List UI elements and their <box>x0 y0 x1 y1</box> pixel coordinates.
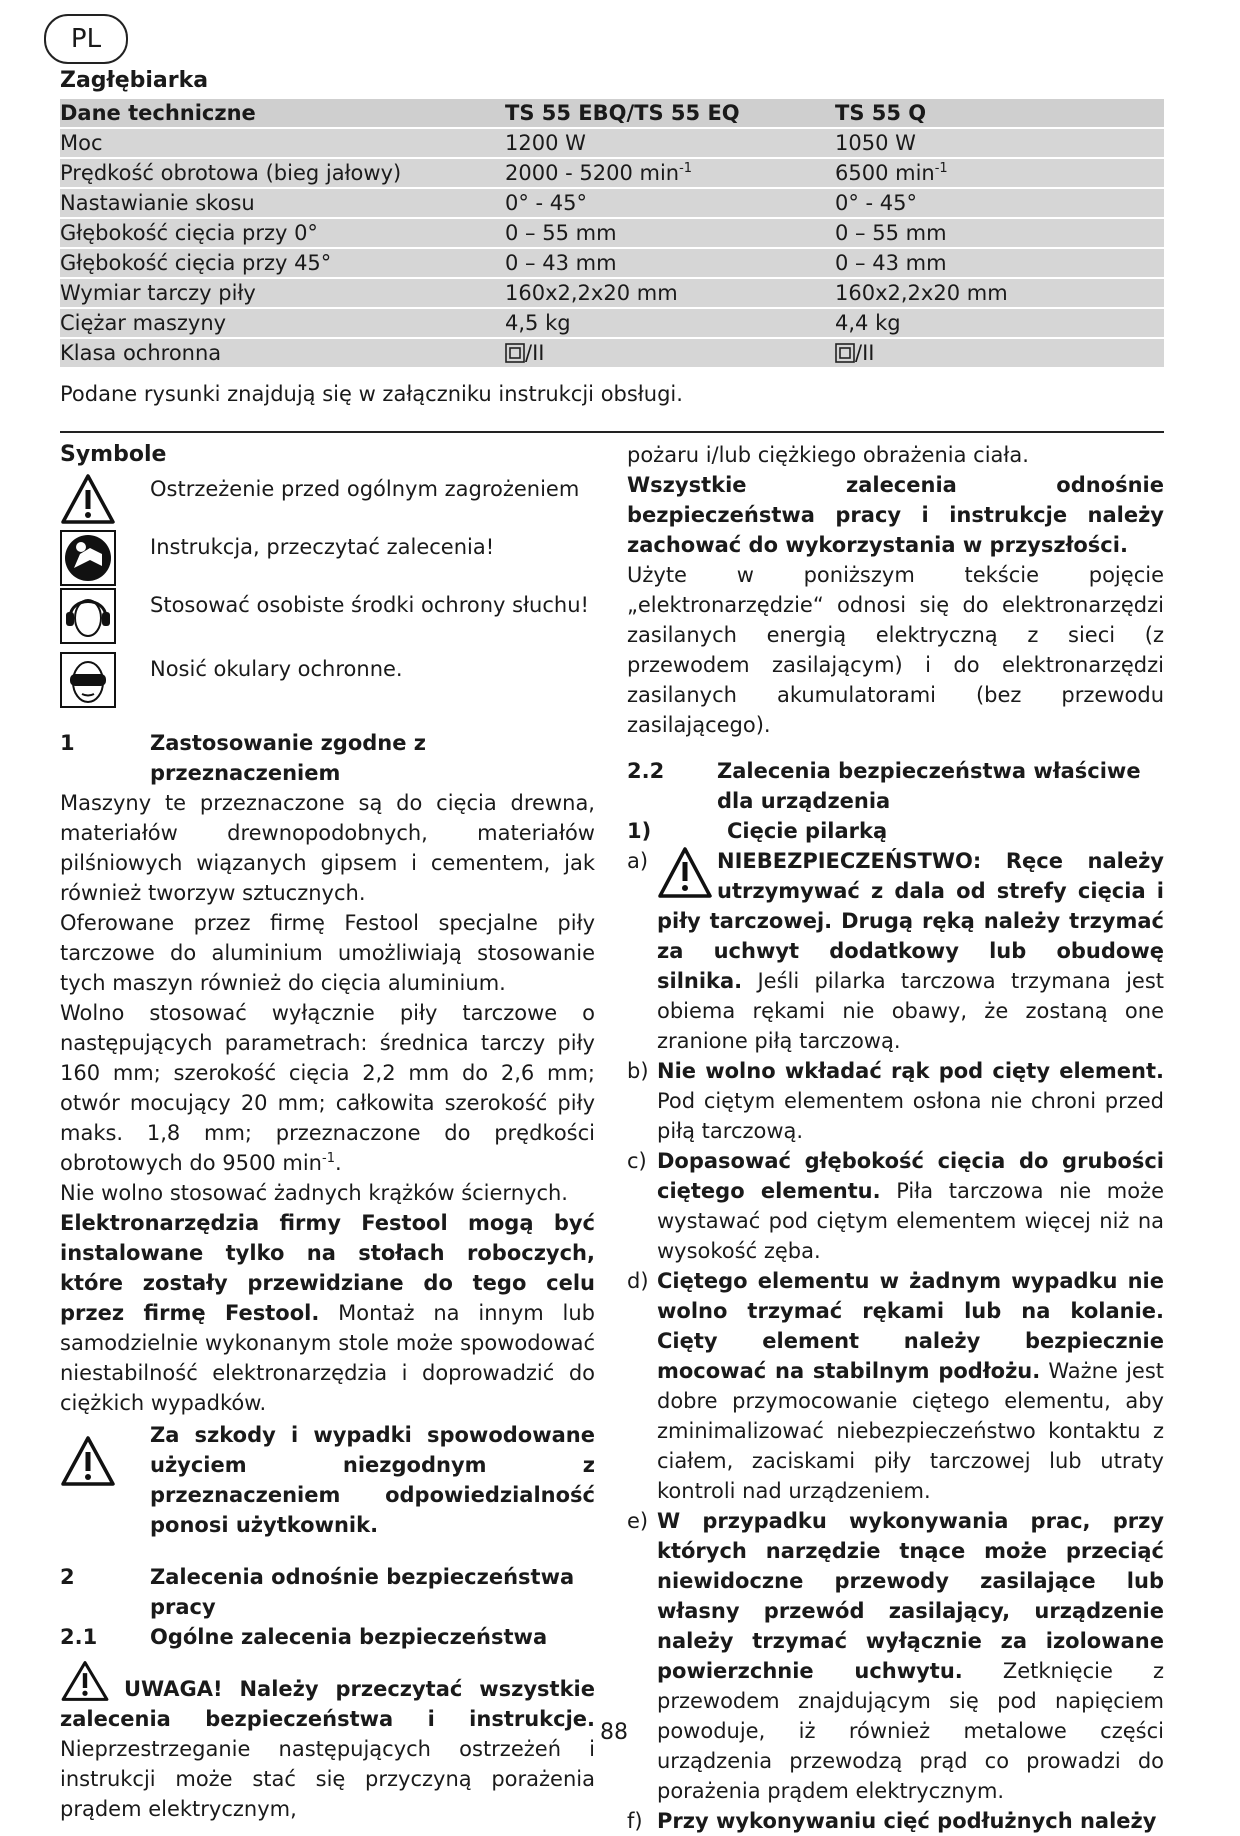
spec-table <box>60 99 1164 369</box>
spec-value: 0° - 45° <box>835 191 918 215</box>
spec-label: Klasa ochronna <box>60 341 222 365</box>
paragraph: Użyte w poniższym tekście pojęcie „elektronarzędzie“ odnosi się do elektronarzędzi zasilanych energią elektryczną z sieci (z przewodem zasilającym) i do elektronarzędzi zasilanych akumulatorami (bez przewodu zasilającego). <box>627 563 1164 737</box>
section-2-2-heading: 2.2 Zalecenia bezpieczeństwa właściwe dla urządzenia <box>627 759 1141 813</box>
paragraph: Wszystkie zalecenia odnośnie bezpieczeństwa pracy i instrukcje należy zachować do wykorzystania w przyszłości. <box>627 473 1164 557</box>
general-warning: UWAGA! Należy przeczytać wszystkie zalecenia bezpieczeństwa i instrukcje. Nieprzestrzeganie następujących ostrzeżeń i instrukcji może stać się przyczyną porażenia prądem elektrycznym, <box>60 1660 595 1824</box>
subsection-1-heading: 1) Cięcie pilarką <box>627 819 888 843</box>
warning-icon <box>60 472 116 528</box>
symbol-text: Stosować osobiste środki ochrony słuchu! <box>150 593 589 617</box>
list-item-e: e) W przypadku wykonywania prac, przy których narzędzie tnące może przeciąć niewidoczne przewody zasilające lub własny przewód zasilający, urządzenie należy trzymać wyłącznie za izolowane powierzchnie uchwytu. Zetknięcie z przewodem znajdującym się pod napięciem powoduje, iż również metalowe części urządzenia przewodzą prąd co prowadzi do porażenia prądem elektrycznym. <box>627 1509 1164 1803</box>
protection-class-icon <box>835 343 855 363</box>
language-badge: PL <box>44 14 128 64</box>
symbol-text: Ostrzeżenie przed ogólnym zagrożeniem <box>150 477 580 501</box>
paragraph: Oferowane przez firmę Festool specjalne piły tarczowe do aluminium umożliwiają stosowanie tych maszyn również do cięcia aluminium. <box>60 911 595 995</box>
spec-row <box>60 129 1164 157</box>
spec-header-label: Dane techniczne <box>60 101 256 125</box>
spec-row <box>60 249 1164 277</box>
read-manual-icon <box>60 530 116 586</box>
spec-value: 0 – 43 mm <box>835 251 947 275</box>
goggles-icon <box>60 652 116 708</box>
spec-value: 0° - 45° <box>505 191 588 215</box>
spec-value: 0 – 55 mm <box>835 221 947 245</box>
spec-label: Prędkość obrotowa (bieg jałowy) <box>60 161 402 185</box>
spec-value: /II <box>505 339 835 367</box>
spec-value: 1050 W <box>835 131 916 155</box>
spec-row <box>60 189 1164 217</box>
section-2-1-heading: 2.1 Ogólne zalecenia bezpieczeństwa <box>60 1625 548 1649</box>
spec-value: /II <box>835 339 1164 367</box>
symbol-row <box>60 528 595 586</box>
spec-row <box>60 279 1164 307</box>
liability-warning-text: Za szkody i wypadki spowodowane użyciem niezgodnym z przeznaczeniem odpowiedzialność ponosi użytkownik. <box>150 1423 595 1537</box>
section-title: Zagłębiarka <box>60 68 209 93</box>
symbol-row <box>60 586 595 650</box>
spec-header-model-2: TS 55 Q <box>835 101 927 125</box>
spec-label: Głębokość cięcia przy 45° <box>60 251 332 275</box>
warning-icon <box>657 846 713 900</box>
attachments-note: Podane rysunki znajdują się w załączniku instrukcji obsługi. <box>60 382 683 406</box>
page-number: 88 <box>600 1720 628 1745</box>
spec-value: 160x2,2x20 mm <box>505 281 678 305</box>
symbols-heading: Symbole <box>60 442 167 467</box>
spec-value: 4,4 kg <box>835 311 901 335</box>
warning-icon <box>60 1434 116 1490</box>
paragraph: pożaru i/lub ciężkiego obrażenia ciała. <box>627 443 1029 467</box>
list-item-b: b) Nie wolno wkładać rąk pod cięty element. Pod ciętym elementem osłona nie chroni przed piłą tarczową. <box>627 1059 1164 1143</box>
left-column <box>60 440 595 1824</box>
divider <box>60 431 1164 433</box>
ear-protection-icon <box>60 588 116 644</box>
symbol-text: Nosić okulary ochronne. <box>150 657 403 681</box>
spec-value: 160x2,2x20 mm <box>835 281 1008 305</box>
list-item-a: a) NIEBEZPIECZEŃSTWO: Ręce należy utrzymywać z dala od strefy cięcia i piły tarczowej. Drugą ręką należy trzymać za uchwyt dodatkowy lub obudowę silnika. Jeśli pilarka tarczowa trzymana jest obiema rękami nie obawy, że zostaną one zranione piłą tarczową. <box>627 846 1164 1056</box>
spec-header-row <box>60 99 1164 127</box>
spec-value: 1200 W <box>505 131 586 155</box>
spec-label: Ciężar maszyny <box>60 311 227 335</box>
symbol-text: Instrukcja, przeczytać zalecenia! <box>150 535 495 559</box>
paragraph: Maszyny te przeznaczone są do cięcia drewna, materiałów drewnopodobnych, materiałów pilśniowych wiązanych gipsem i cementem, jak również tworzyw sztucznych. <box>60 791 595 905</box>
spec-value: 0 – 55 mm <box>505 221 617 245</box>
right-column <box>627 440 1164 1836</box>
section-1-heading: 1 Zastosowanie zgodne z przeznaczeniem <box>60 731 427 785</box>
paragraph: Nie wolno stosować żadnych krążków ściernych. <box>60 1181 568 1205</box>
spec-row <box>60 159 1164 187</box>
spec-label: Moc <box>60 131 103 155</box>
warning-icon <box>60 1660 110 1702</box>
paragraph: Elektronarzędzia firmy Festool mogą być instalowane tylko na stołach roboczych, które zostały przewidziane do tego celu przez firmę Festool. Montaż na innym lub samodzielnie wykonanym stole może spowodować niestabilność elektronarzędzia i doprowadzić do ciężkich wypadków. <box>60 1211 595 1415</box>
spec-label: Nastawianie skosu <box>60 191 255 215</box>
spec-label: Głębokość cięcia przy 0° <box>60 221 318 245</box>
spec-value: 2000 - 5200 $\min^{-1}$ <box>505 161 693 185</box>
section-2-heading: 2 Zalecenia odnośnie bezpieczeństwa pracy <box>60 1565 575 1619</box>
symbol-row <box>60 650 595 712</box>
spec-label: Wymiar tarczy piły <box>60 281 256 305</box>
protection-class-icon <box>505 343 525 363</box>
paragraph: Wolno stosować wyłącznie piły tarczowe o następujących parametrach: średnica tarczy piły 160 mm; szerokość cięcia 2,2 mm do 2,6 mm; otwór mocujący 20 mm; całkowita szerokość piły maks. 1,8 mm; przeznaczone do prędkości obrotowych do 9500 $\min^{-1}$. <box>60 1001 595 1175</box>
symbol-row <box>60 470 595 528</box>
spec-row <box>60 219 1164 247</box>
list-item-f: f) Przy wykonywaniu cięć podłużnych należy <box>627 1809 1157 1833</box>
spec-row <box>60 309 1164 337</box>
list-item-d: d) Ciętego elementu w żadnym wypadku nie wolno trzymać rękami lub na kolanie. Cięty element należy bezpiecznie mocować na stabilnym podłożu. Ważne jest dobre przymocowanie ciętego elementu, aby zminimalizować niebezpieczeństwo kontaktu z ciałem, zaciskami piły tarczowej lub utraty kontroli nad urządzeniem. <box>627 1269 1164 1503</box>
list-item-c: c) Dopasować głębokość cięcia do grubości ciętego elementu. Piła tarczowa nie może wystawać pod ciętym elementem więcej niż na wysokość zęba. <box>627 1149 1164 1263</box>
spec-value: 6500 $\min^{-1}$ <box>835 161 948 185</box>
liability-warning <box>60 1420 595 1540</box>
spec-row <box>60 339 1164 367</box>
spec-header-model-1: TS 55 EBQ/TS 55 EQ <box>505 101 740 125</box>
spec-value: 4,5 kg <box>505 311 571 335</box>
spec-value: 0 – 43 mm <box>505 251 617 275</box>
